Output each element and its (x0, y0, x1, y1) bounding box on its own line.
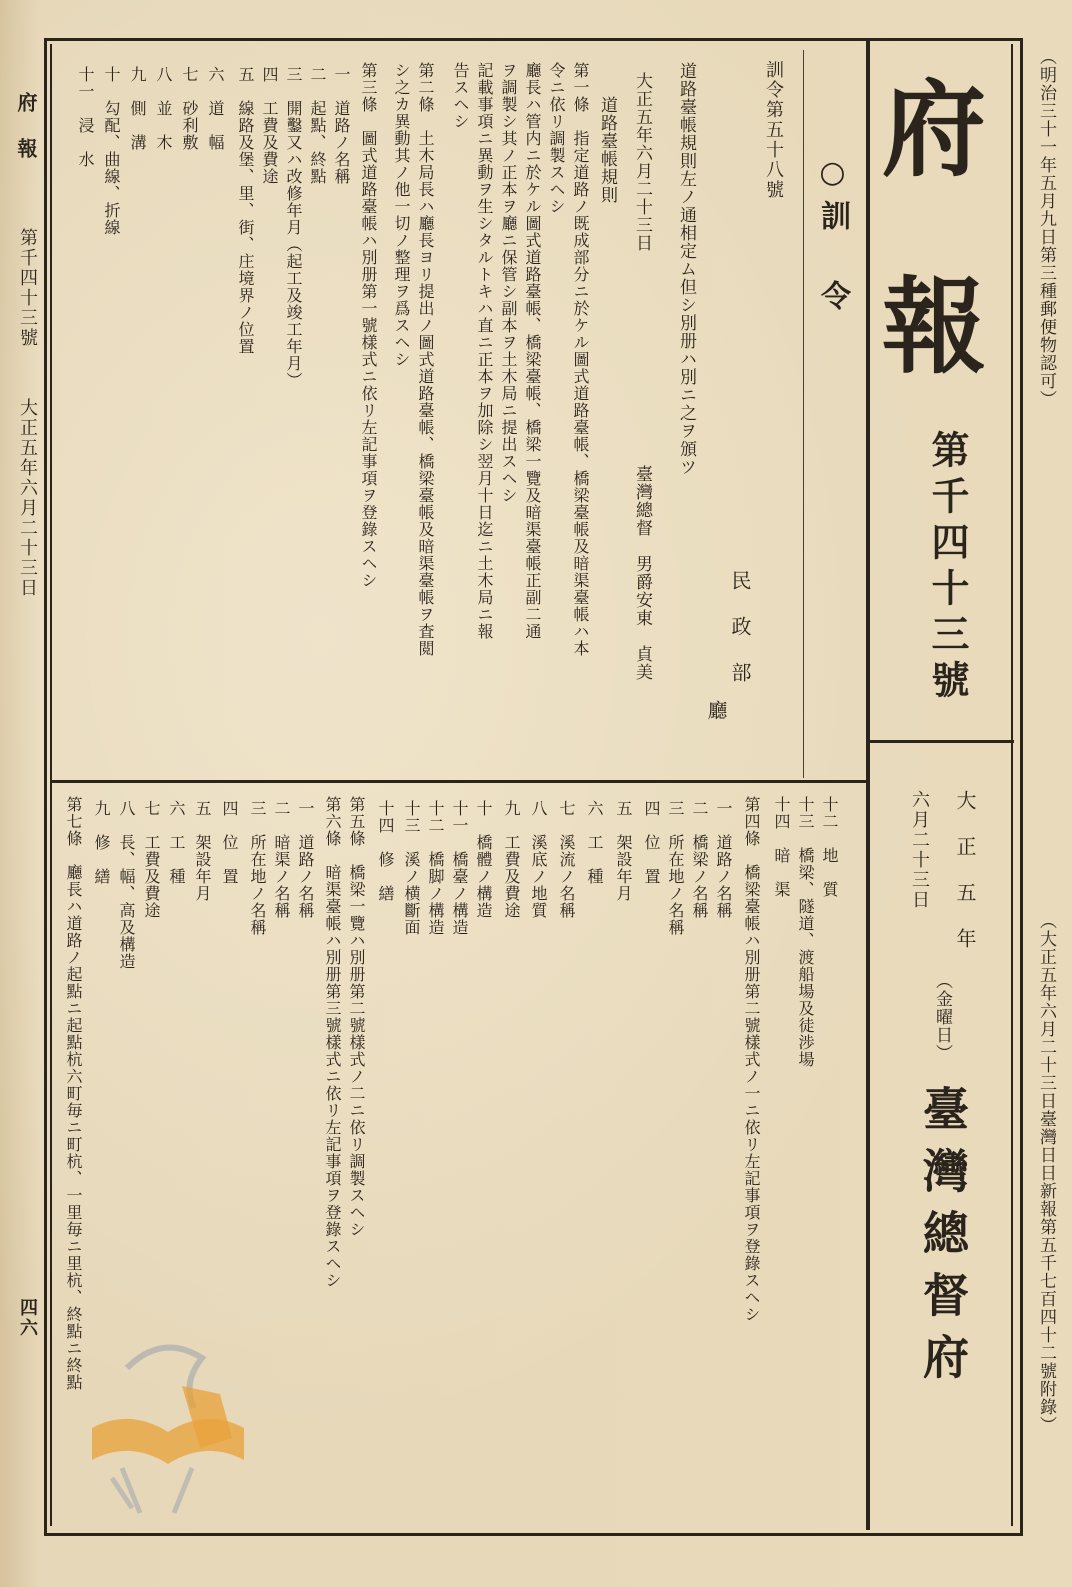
section-divider (52, 780, 868, 783)
culvert-item: 九 修 繕 (92, 800, 111, 885)
road-item: 六 道 幅 (206, 66, 225, 151)
road-item: 十 勾配、曲線、折線 (102, 66, 121, 236)
publisher-name: 臺灣總督府 (916, 1085, 970, 1395)
carry-item: 十二 地 質 (820, 796, 839, 898)
article-3: 第三條 圖式道路臺帳ハ別册第一號樣式ニ依リ左記事項ヲ登錄スヘシ (359, 62, 378, 589)
carry-item: 十四 暗 渠 (772, 796, 791, 898)
road-item: 一 道路ノ名稱 (332, 66, 351, 185)
masthead-weekday: （金曜日） (932, 972, 952, 1062)
inner-rule-right (1011, 44, 1013, 1526)
masthead-rule (868, 740, 1014, 743)
article-7: 第七條 廳長ハ道路ノ起點ニ起點杭六町毎ニ町杭、一里毎ニ里杭、終點ニ終點 (64, 796, 83, 1391)
order-date: 大正五年六月二十三日 (632, 72, 652, 252)
carry-item: 十三 橋梁、隧道、渡船場及徒渉場 (796, 796, 815, 1068)
order-number: 訓令第五十八號 (763, 60, 784, 200)
road-item: 四 工費及費途 (260, 66, 279, 185)
culvert-item: 七 工費及費途 (142, 800, 161, 919)
masthead-title-1: 府 (882, 68, 987, 191)
bridge-item: 二 橋梁ノ名稱 (690, 800, 709, 919)
culvert-item: 六 工 種 (167, 800, 186, 885)
culvert-item: 二 暗渠ノ名稱 (272, 800, 291, 919)
masthead-era-year: 大 正 五 年 (953, 790, 977, 951)
bridge-item: 十四 修 繕 (376, 800, 395, 902)
masthead-title-2: 報 (882, 265, 987, 388)
road-item: 三 開鑿又ハ改修年月（起工及竣工年月） (284, 66, 303, 389)
heading-rule (803, 50, 804, 778)
article-1-line-1: 第一條 指定道路ノ既成部分ニ於ケル圖式道路臺帳、橋梁臺帳及暗渠臺帳ハ本 (571, 62, 590, 657)
article-1-line-4: ヲ調製シ其ノ正本ヲ廳ニ保管シ副本ヲ土木局ニ提出スヘシ (499, 62, 518, 504)
edge-issue: 第千四十三號 (17, 228, 38, 348)
bridge-item: 十 橋體ノ構造 (474, 800, 493, 919)
issue-number: 第千四十三號 (925, 430, 970, 706)
addressee-office: 廳 (704, 700, 728, 723)
order-intro: 道路臺帳規則左ノ通相定ム但シ別册ハ別ニ之ヲ頒ツ (676, 62, 696, 476)
road-item: 二 起點、終點 (308, 66, 327, 185)
bridge-item: 七 溪流ノ名稱 (557, 800, 576, 919)
section-heading: ○訓 令 (815, 155, 850, 320)
bridge-item: 八 溪底ノ地質 (529, 800, 548, 919)
supplement-note: （大正五年六月二十三日臺灣日日新報第五千七百四十二號附錄） (1036, 912, 1056, 1434)
bridge-item: 九 工費及費途 (502, 800, 521, 919)
article-6: 第六條 暗渠臺帳ハ別册第三號樣式ニ依リ左記事項ヲ登錄スヘシ (323, 796, 342, 1289)
culvert-item: 三 所在地ノ名稱 (248, 800, 267, 936)
article-1-line-2: 令ニ依リ調製スヘシ (547, 62, 566, 215)
article-1-line-6: 告スヘシ (451, 62, 470, 130)
road-item: 七 砂利敷 (180, 66, 199, 151)
rules-title: 道路臺帳規則 (597, 96, 617, 204)
page-number: 四六 (17, 1298, 38, 1338)
addressee-dept: 民 政 部 (728, 570, 752, 685)
road-item: 八 並 木 (154, 66, 173, 151)
road-item: 五 線路及堡、里、街、庄境界ノ位置 (236, 66, 255, 355)
postal-note: （明治三十一年五月九日第三種郵便物認可） (1036, 48, 1056, 408)
bridge-item: 十二 橋脚ノ構造 (426, 800, 445, 936)
article-2-line-2: シ之カ異動其ノ他一切ノ整理ヲ爲スヘシ (392, 62, 411, 368)
article-1-line-5: 記載事項ニ異動ヲ生シタルトキハ直ニ正本ヲ加除シ翌月十日迄ニ土木局ニ報 (475, 62, 494, 640)
bridge-item: 六 工 種 (585, 800, 604, 885)
edge-title: 府 報 (14, 92, 38, 161)
masthead-month-day: 六月二十三日 (909, 790, 930, 910)
bridge-item: 十三 溪ノ横斷面 (402, 800, 421, 936)
road-item: 九 側 溝 (128, 66, 147, 151)
order-signature: 臺灣總督 男爵安東 貞美 (632, 465, 652, 681)
bridge-item: 十一 橋臺ノ構造 (450, 800, 469, 936)
inner-rule-left (50, 44, 52, 1526)
bridge-item: 五 架設年月 (614, 800, 633, 902)
article-2-line-1: 第二條 土木局長ハ廳長ヨリ提出ノ圖式道路臺帳、橋梁臺帳及暗渠臺帳ヲ査閲 (416, 62, 435, 657)
bridge-item: 一 道路ノ名稱 (714, 800, 733, 919)
culvert-item: 四 位 置 (220, 800, 239, 885)
article-4: 第四條 橋梁臺帳ハ別册第二號樣式ノ一ニ依リ左記事項ヲ登錄スヘシ (742, 796, 761, 1323)
library-stamp-icon (82, 1328, 252, 1522)
bridge-item: 三 所在地ノ名稱 (666, 800, 685, 936)
bridge-item: 四 位 置 (642, 800, 661, 885)
edge-date: 大正五年六月二十三日 (17, 398, 38, 598)
article-1-line-3: 廳長ハ管内ニ於ケル圖式道路臺帳、橋梁臺帳、橋梁一覽及暗渠臺帳正副二通 (523, 62, 542, 640)
culvert-item: 八 長、幅、高及構造 (117, 800, 136, 970)
culvert-item: 五 架設年月 (193, 800, 212, 902)
culvert-item: 一 道路ノ名稱 (296, 800, 315, 919)
road-item: 十一 浸 水 (76, 66, 95, 168)
masthead-divider (866, 40, 870, 1530)
article-5: 第五條 橋梁一覽ハ別册第二號樣式ノ二ニ依リ調製スヘシ (347, 796, 366, 1238)
